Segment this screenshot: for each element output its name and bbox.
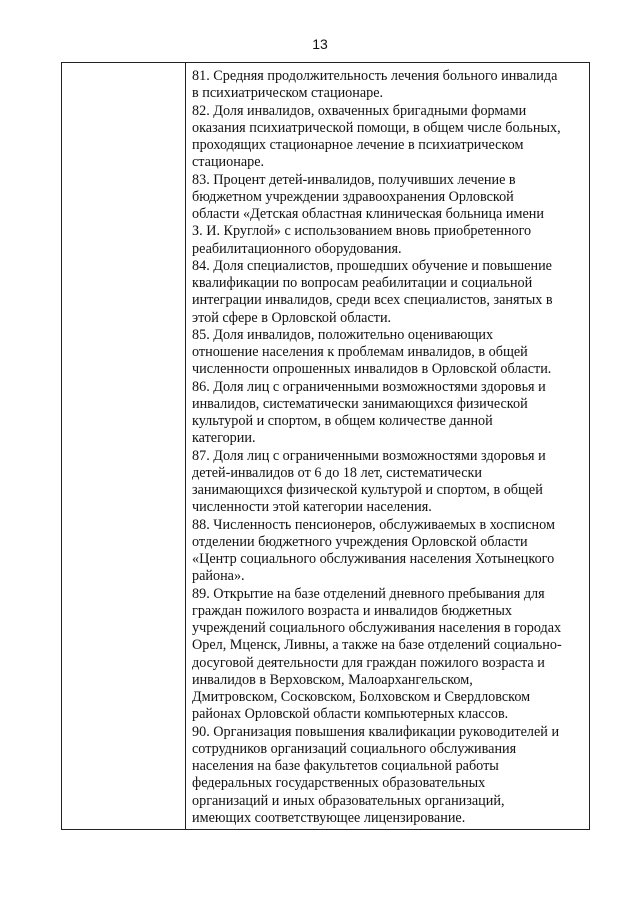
indicator-item [192, 379, 583, 448]
indicator-line: численности этой категории населения. [192, 499, 432, 516]
indicator-item [192, 258, 583, 327]
indicator-line: сотрудников организаций социального обслуживания [192, 740, 517, 757]
indicator-line: Орел, Мценск, Ливны, а также на базе отделений социально- [192, 637, 562, 654]
indicator-line: «Центр социального обслуживания населения Хотынецкого [192, 551, 555, 567]
indicator-line: 86. Доля лиц с ограниченными возможностями здоровья и [192, 378, 546, 395]
indicator-line: учреждений социального обслуживания населения в городах [192, 620, 562, 636]
page-number: 13 [312, 36, 328, 52]
indicator-line: проходящих стационарное лечение в психиатрическом [192, 137, 524, 153]
table-right-column [187, 63, 589, 829]
indicator-line: инвалидов в Верховском, Малоархангельском, [192, 671, 473, 688]
indicator-line: 85. Доля инвалидов, положительно оценивающих [192, 326, 494, 343]
indicator-line: стационаре. [192, 154, 265, 171]
indicator-line: района». [192, 568, 245, 585]
indicator-line: районах Орловской области компьютерных классов. [192, 706, 509, 723]
indicator-line: досуговой деятельности для граждан пожилого возраста и [192, 654, 545, 671]
indicator-line: в психиатрическом стационаре. [192, 85, 384, 102]
indicator-line: З. И. Круглой» с использованием вновь приобретенного [192, 223, 532, 240]
indicator-line: культурой и спортом, в общем количестве данной [192, 413, 493, 429]
indicator-item [192, 448, 583, 517]
indicator-line: категории. [192, 430, 256, 447]
indicator-line: Дмитровском, Сосковском, Болховском и Свердловском [192, 689, 531, 705]
indicator-line: 87. Доля лиц с ограниченными возможностями здоровья и [192, 447, 546, 464]
indicator-line: федеральных государственных образовательных [192, 775, 486, 792]
indicator-line: 81. Средняя продолжительность лечения больного инвалида [192, 68, 558, 84]
indicator-line: 83. Процент детей-инвалидов, получивших лечение в [192, 171, 516, 188]
indicator-item [192, 68, 583, 103]
indicator-list [192, 68, 583, 827]
indicator-line: 88. Численность пенсионеров, обслуживаемых в хосписном [192, 516, 555, 533]
indicator-item [192, 172, 583, 258]
indicator-line: граждан пожилого возраста и инвалидов бюджетных [192, 602, 513, 619]
indicator-line: интеграции инвалидов, среди всех специалистов, занятых в [192, 292, 553, 309]
indicator-item [192, 517, 583, 586]
indicator-line: организаций и иных образовательных организаций, [192, 792, 505, 809]
indicator-line: этой сфере в Орловской области. [192, 309, 392, 326]
indicator-item [192, 327, 583, 379]
document-table [61, 62, 590, 830]
indicator-line: реабилитационного оборудования. [192, 240, 402, 257]
indicator-line: оказания психиатрической помощи, в общем числе больных, [192, 119, 561, 136]
indicator-line: занимающихся физической культурой и спортом, в общей [192, 482, 543, 498]
indicator-line: 82. Доля инвалидов, охваченных бригадными формами [192, 102, 527, 119]
indicator-line: бюджетном учреждении здравоохранения Орловской [192, 188, 514, 205]
indicator-line: населения на базе факультетов социальной работы [192, 758, 499, 774]
indicator-line: детей-инвалидов от 6 до 18 лет, систематически [192, 464, 483, 481]
indicator-line: численности опрошенных инвалидов в Орловской области. [192, 361, 552, 378]
indicator-item [192, 724, 583, 828]
indicator-line: имеющих соответствующее лицензирование. [192, 809, 466, 826]
indicator-line: квалификации по вопросам реабилитации и социальной [192, 275, 533, 291]
table-left-column [62, 63, 186, 829]
indicator-line: отделении бюджетного учреждения Орловской области [192, 533, 528, 550]
indicator-line: отношение населения к проблемам инвалидов, в общей [192, 344, 528, 360]
indicator-line: 90. Организация повышения квалификации руководителей и [192, 723, 560, 740]
indicator-line: области «Детская областная клиническая больница имени [192, 206, 544, 222]
indicator-line: инвалидов, систематически занимающихся физической [192, 395, 528, 412]
indicator-line: 89. Открытие на базе отделений дневного пребывания для [192, 585, 545, 602]
indicator-item [192, 103, 583, 172]
indicator-item [192, 586, 583, 724]
indicator-line: 84. Доля специалистов, прошедших обучение и повышение [192, 257, 552, 274]
